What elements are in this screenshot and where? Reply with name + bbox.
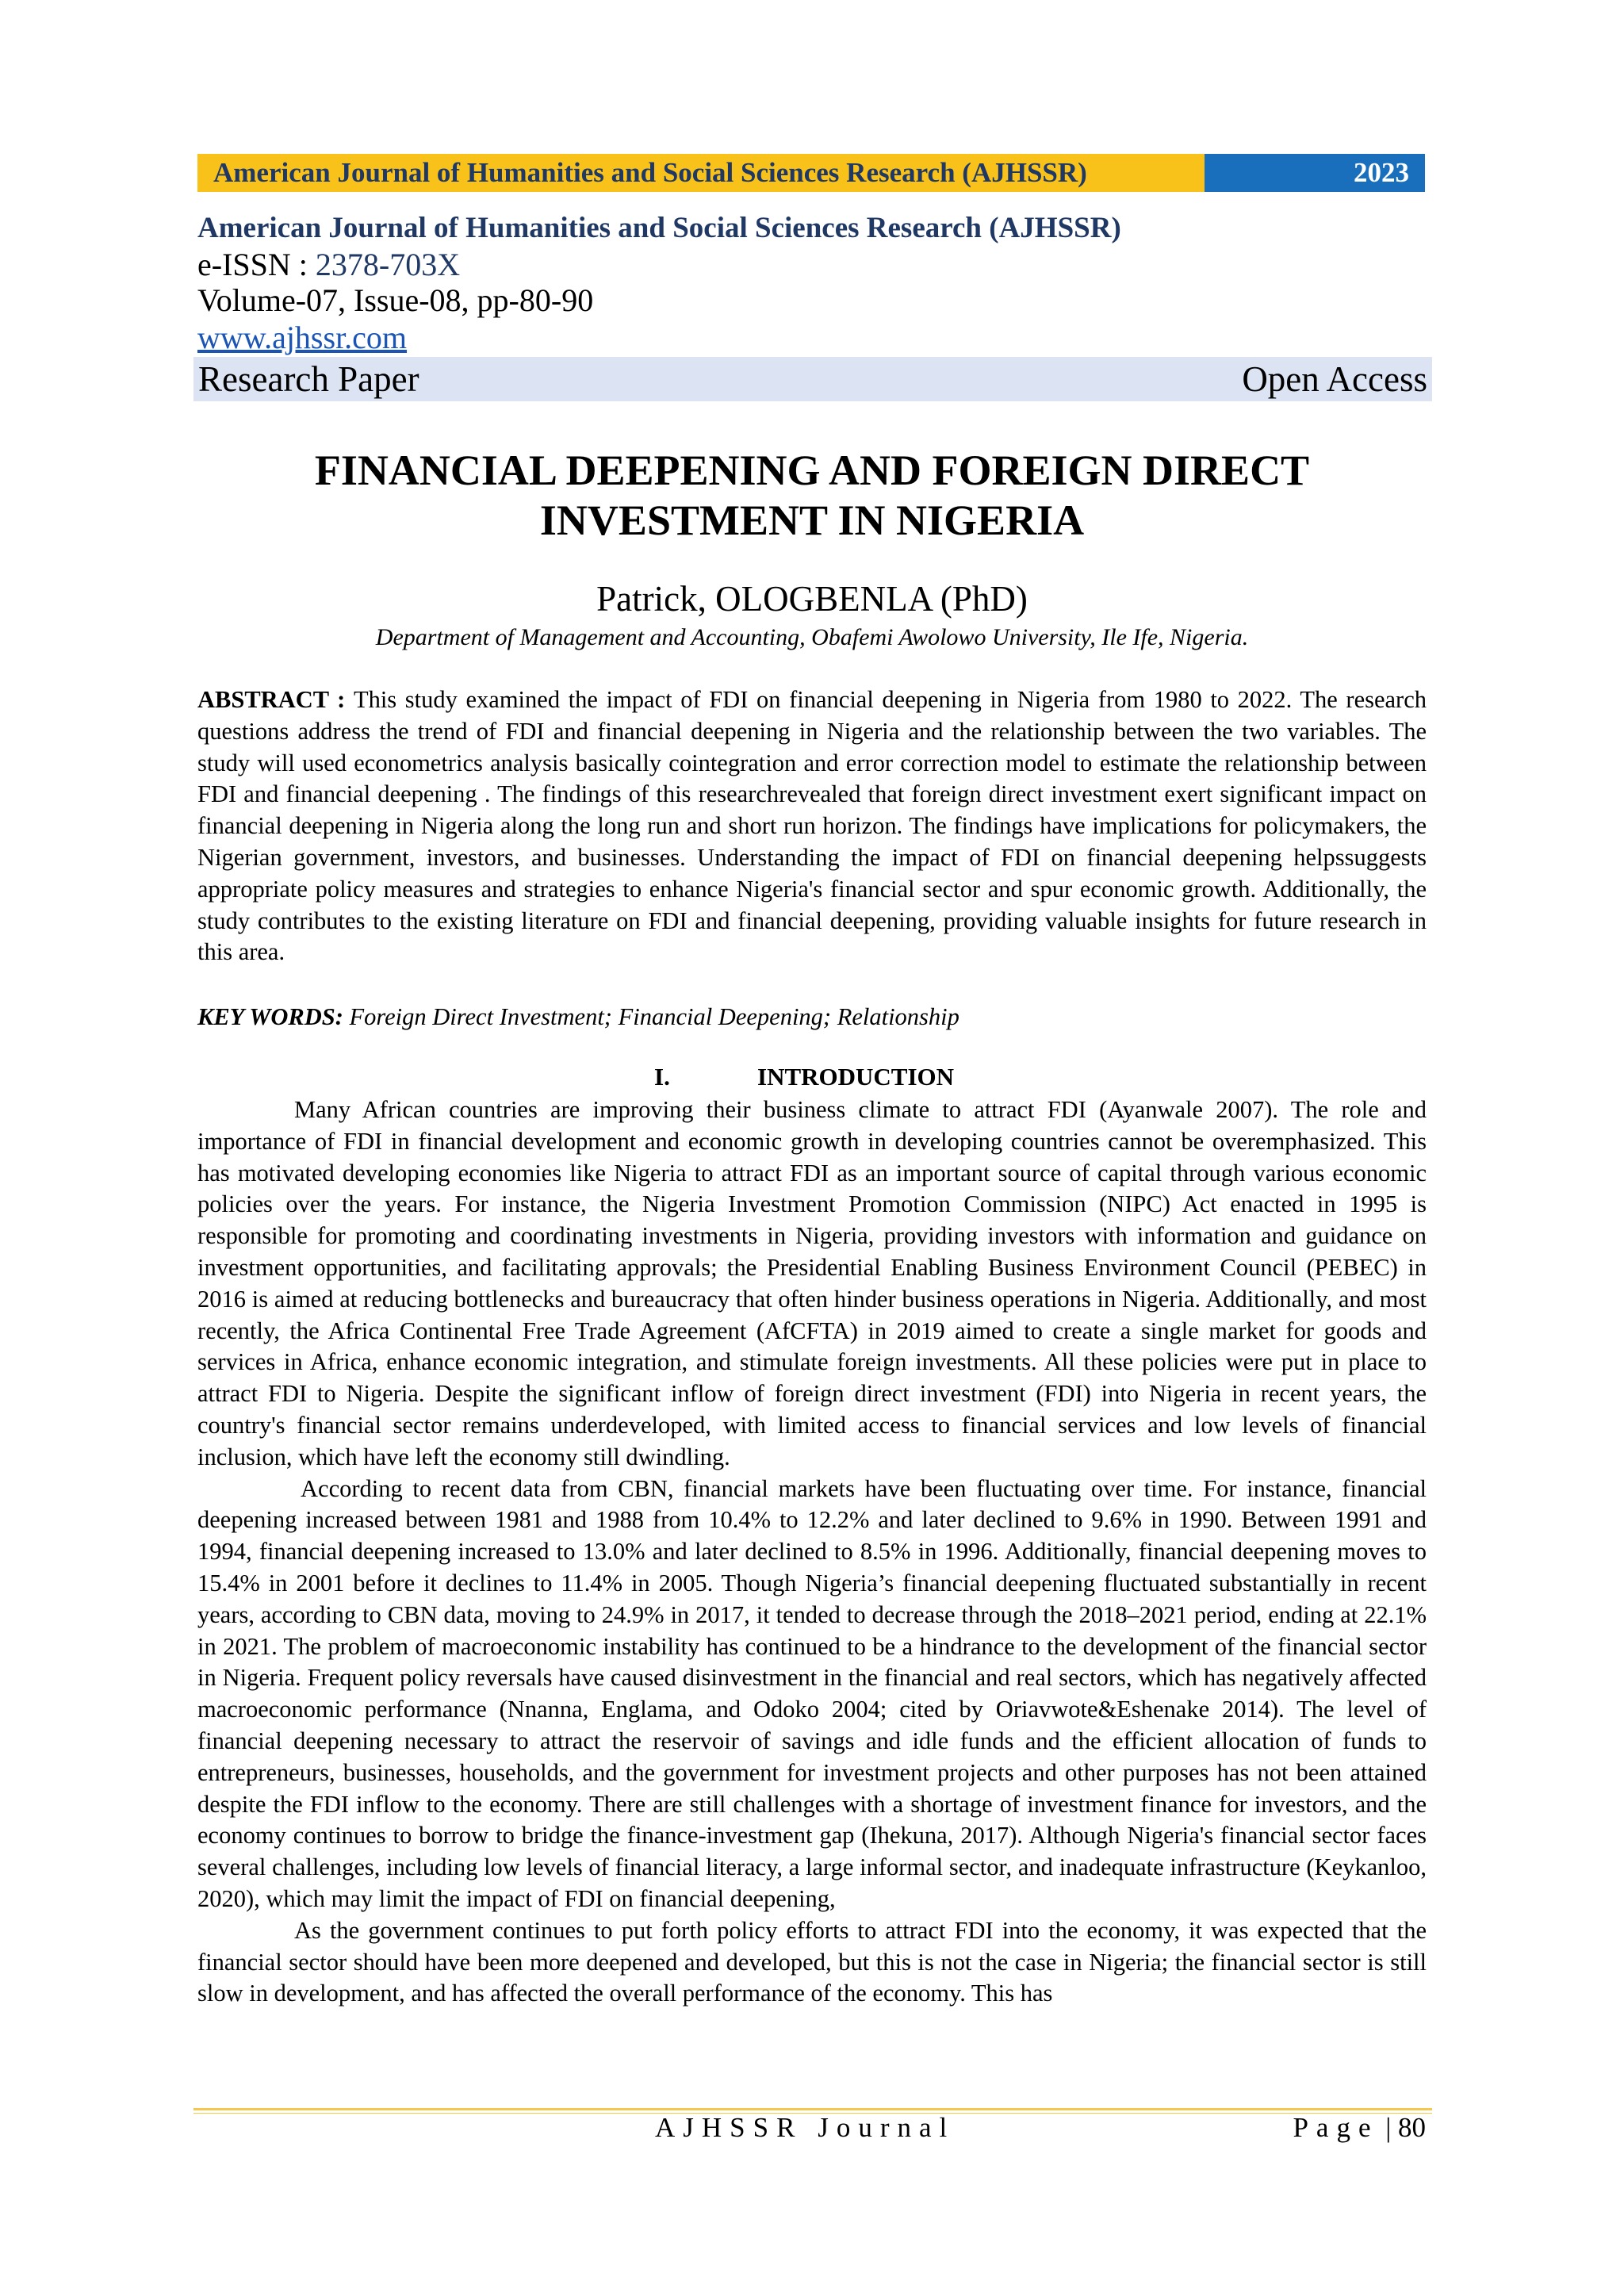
paper-type: Research Paper — [198, 359, 419, 399]
header-journal-text: American Journal of Humanities and Social Sciences Research (AJHSSR) — [213, 157, 1087, 188]
paper-type-bar — [193, 357, 1432, 401]
header-journal-name — [197, 154, 1205, 192]
author-affiliation: Department of Management and Accounting, Obafemi Awolowo University, Ile Ife, Nigeria. — [375, 624, 1249, 650]
paper-title-line-2: INVESTMENT IN NIGERIA — [539, 496, 1085, 544]
keywords — [197, 1002, 1427, 1033]
introduction-paragraph-2: According to recent data from CBN, financial markets have been fluctuating over time. For instance, financial deepening increased between 1981 and 1988 from 10.4% to 12.2% and later declined to 9.6% in 1990. Between 1991 and 1994, financial deepening increased to 13.0% and later declined to 8.5% in 1996. Additionally, financial deepening moves to 15.4% in 2001 before it declines to 11.4% in 2005. Though Nigeria’s financial deepening fluctuated substantially in recent years, according to CBN data, moving to 24.9% in 2017, it tended to decrease through the 2018–2021 period, ending at 22.1% in 2021. The problem of macroeconomic instability has continued to be a hindrance to the development of the financial sector in Nigeria. Frequent policy reversals have caused disinvestment in the financial and real sectors, which has negatively affected macroeconomic performance (Nnanna, Englama, and Odoko 2004; cited by Oriavwote&Eshenake 2014). The level of financial deepening necessary to attract the reservoir of savings and idle funds and the efficient allocation of funds to entrepreneurs, businesses, households, and the government for investment projects and other purposes has not been attained despite the FDI inflow to the economy. There are still challenges with a shortage of investment finance for investors, and the economy continues to borrow to bridge the finance-investment gap (Ihekuna, 2017). Although Nigeria's financial sector faces several challenges, including low levels of financial literacy, a large informal sector, and inadequate infrastructure (Keykanloo, 2020), which may limit the impact of FDI on financial deepening, — [197, 1474, 1427, 1912]
journal-issn — [197, 246, 1434, 283]
issn-value: 2378-703X — [315, 247, 461, 282]
abstract-text: This study examined the impact of FDI on financial deepening in Nigeria from 1980 to 2022. The research questions address the trend of FDI and financial deepening in Nigeria and the relationship between the two variables. The study will used econometrics analysis basically cointegration and error correction model to estimate the relationship between FDI and financial deepening . The findings of this researchrevealed that foreign direct investment exert significant impact on financial deepening in Nigeria along the long run and short run horizon. The findings have implications for policymakers, the Nigerian government, investors, and businesses. Understanding the impact of FDI on financial deepening helpssuggests appropriate policy measures and strategies to enhance Nigeria's financial sector and spur economic growth. Additionally, the study contributes to the existing literature on FDI and financial deepening, providing valuable insights for future research in this area. — [197, 686, 1427, 966]
abstract-label: ABSTRACT : — [197, 686, 354, 713]
introduction-paragraph-3: As the government continues to put forth policy efforts to attract FDI into the economy, it was expected that the financial sector should have been more deepened and developed, but this is not the case in Nigeria; the financial sector is still slow in development, and has affected the overall performance of the economy. This has — [197, 1916, 1427, 2007]
header-year — [1205, 154, 1425, 192]
footer-page-separator: | — [1378, 2112, 1398, 2143]
footer-journal-name: AJHSSR Journal — [655, 2112, 956, 2143]
journal-volume: Volume-07, Issue-08, pp-80-90 — [197, 282, 594, 318]
footer-page-number — [1293, 2112, 1426, 2144]
access-type: Open Access — [1242, 359, 1427, 399]
paper-title-line-1: FINANCIAL DEEPENING AND FOREIGN DIRECT — [314, 447, 1310, 494]
header-year-text: 2023 — [1354, 157, 1409, 188]
issn-label: e-ISSN : — [197, 247, 316, 282]
keywords-text: Foreign Direct Investment; Financial Deepening; Relationship — [343, 1003, 959, 1030]
keywords-label: KEY WORDS: — [197, 1003, 343, 1030]
journal-header-band — [197, 154, 1425, 192]
journal-title: American Journal of Humanities and Social Sciences Research (AJHSSR) — [197, 212, 1121, 244]
author-name: Patrick, OLOGBENLA (PhD) — [596, 579, 1028, 619]
section-title: INTRODUCTION — [757, 1063, 955, 1091]
footer-page-label: Page — [1293, 2112, 1379, 2143]
paper-title — [197, 446, 1427, 546]
footer-divider — [193, 2108, 1432, 2110]
section-heading-introduction — [654, 1063, 954, 1091]
journal-website-link[interactable]: www.ajhssr.com — [197, 320, 408, 355]
section-number: I. — [654, 1063, 670, 1091]
abstract — [197, 684, 1427, 968]
footer-page-value: 80 — [1398, 2112, 1426, 2143]
introduction-body — [197, 1094, 1427, 2010]
introduction-paragraph-1: Many African countries are improving their business climate to attract FDI (Ayanwale 2007). The role and importance of FDI in financial development and economic growth in developing countries cannot be overemphasized. This has motivated developing economies like Nigeria to attract FDI as an important source of capital through various economic policies over the years. For instance, the Nigeria Investment Promotion Commission (NIPC) Act enacted in 1995 is responsible for promoting and coordinating investments in Nigeria, providing investors with information and guidance on investment opportunities, and facilitating approvals; the Presidential Enabling Business Environment Council (PEBEC) in 2016 is aimed at reducing bottlenecks and bureaucracy that often hinder business operations in Nigeria. Additionally, and most recently, the Africa Continental Free Trade Agreement (AfCFTA) in 2019 aimed to create a single market for goods and services in Africa, enhance economic integration, and stimulate foreign investments. All these policies were put in place to attract FDI to Nigeria. Despite the significant inflow of foreign direct investment (FDI) into Nigeria in recent years, the country's financial sector remains underdeveloped, with limited access to financial services and low levels of financial inclusion, which have left the economy still dwindling. — [197, 1096, 1427, 1470]
